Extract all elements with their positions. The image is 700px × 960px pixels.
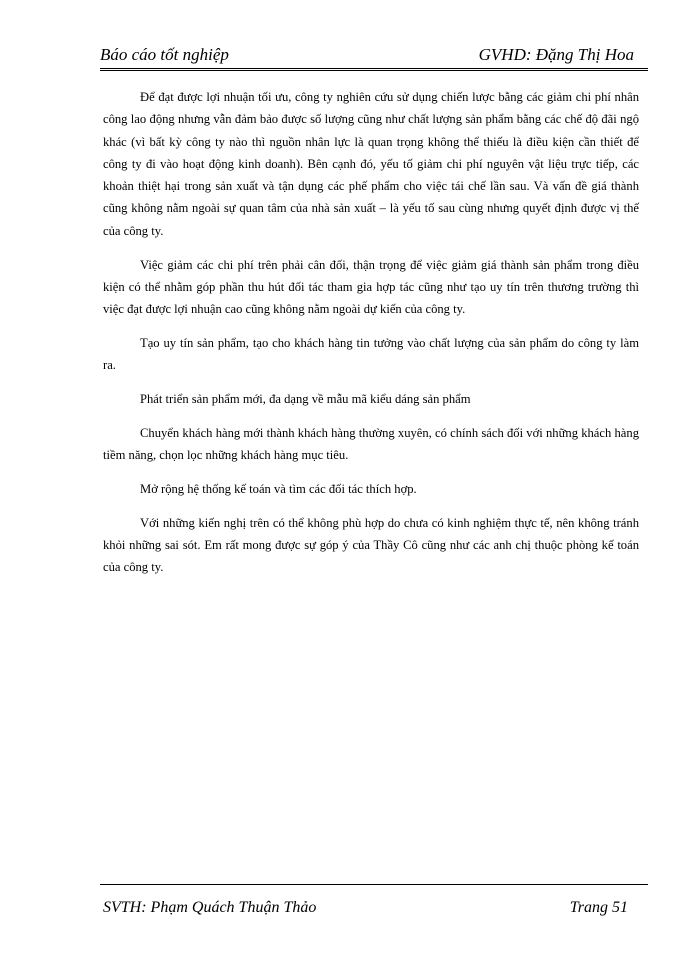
paragraph-profit-strategy: Để đạt được lợi nhuận tối ưu, công ty nghiên cứu sử dụng chiến lược bằng các giảm chi phí nhân công lao động nhưng vẫn đảm bảo được số lượng cũng như chất lượng sản phẩm bằng các chế độ đãi ngộ khác (vì bất kỳ công ty nào thì nguồn nhân lực là quan trọng không thể thiếu là điều kiện cần thiết để công ty đi vào hoạt động kinh doanh). Bên cạnh đó, yếu tố giảm chi phí nguyên vật liệu trực tiếp, các khoản thiệt hại trong sản xuất và tận dụng các phế phẩm cho việc tái chế lần sau. Và vấn đề giá thành cũng không nằm ngoài sự quan tâm của nhà sản xuất – là yếu tố sau cùng nhưng quyết định được vị thế của công ty. bbox=[103, 90, 639, 238]
footer-page-number: Trang 51 bbox=[569, 899, 628, 916]
paragraph-product-reputation: Tạo uy tín sản phẩm, tạo cho khách hàng tin tưởng vào chất lượng của sản phẩm do công ty làm ra. bbox=[103, 335, 639, 373]
header-divider bbox=[100, 68, 648, 69]
footer-divider bbox=[100, 884, 648, 885]
paragraph-accounting-expansion: Mở rộng hệ thống kế toán và tìm các đối tác thích hợp. bbox=[140, 481, 417, 496]
header-advisor: GVHD: Đặng Thị Hoa bbox=[478, 45, 634, 64]
paragraph-new-products: Phát triển sản phẩm mới, đa dạng về mẫu mã kiểu dáng sản phẩm bbox=[140, 392, 471, 407]
header-divider-secondary bbox=[100, 70, 648, 71]
header-report-title: Báo cáo tốt nghiệp bbox=[100, 45, 229, 64]
page-footer bbox=[103, 897, 648, 919]
paragraph-cost-balance: Việc giảm các chi phí trên phải cân đối, thận trọng để việc giảm giá thành sản phẩm trong điều kiện có thể nhằm góp phần thu hút đối tác tham gia hợp tác cũng như tạo uy tín trên thương trường thì việc đạt được lợi nhuận cao cũng không nằm ngoài dự kiến của công ty. bbox=[103, 257, 639, 317]
paragraph-closing-remarks: Với những kiến nghị trên có thể không phù hợp do chưa có kinh nghiệm thực tế, nên không tránh khỏi những sai sót. Em rất mong được sự góp ý của Thầy Cô cũng như các anh chị thuộc phòng kế toán của công ty. bbox=[103, 515, 639, 575]
paragraph-loyal-customers: Chuyển khách hàng mới thành khách hàng thường xuyên, có chính sách đối với những khách hàng tiềm năng, chọn lọc những khách hàng mục tiêu. bbox=[103, 425, 639, 463]
document-body bbox=[103, 86, 639, 590]
footer-student-name: SVTH: Phạm Quách Thuận Thảo bbox=[103, 899, 317, 916]
page-header bbox=[100, 44, 648, 66]
